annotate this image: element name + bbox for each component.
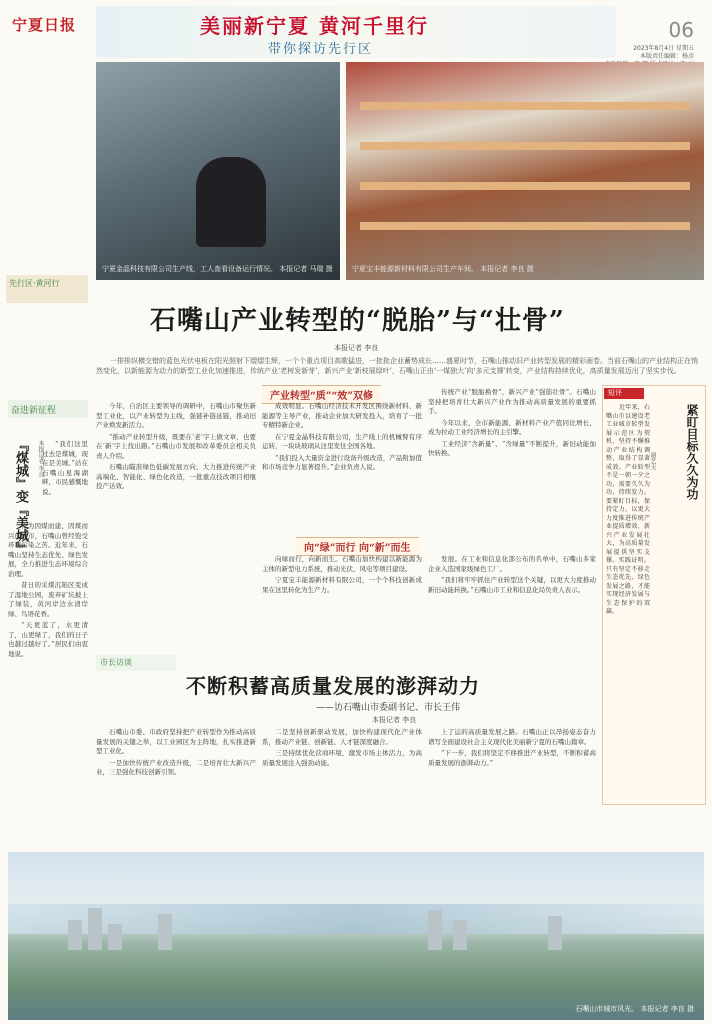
bottom-photo-caption: 石嘴山市城市风光。 本报记者 李良 摄 xyxy=(575,1005,694,1013)
paragraph: “我们将牢牢抓住产业转型这个关键，以更大力度推动新旧动能转换。”石嘴山市工业和信息化局负责人表示。 xyxy=(428,576,596,594)
shelf-row xyxy=(360,102,690,110)
paragraph: 三是持续优化营商环境，激发市场主体活力，为高质量发展注入强劲动能。 xyxy=(262,749,422,767)
building xyxy=(428,910,442,950)
subhead-transformation: 产业转型“质”“效”双修 xyxy=(262,385,381,404)
article-column xyxy=(262,555,422,650)
paragraph: 作为因煤而建、因煤而兴的城市，石嘴山曾经饱受环境污染之苦。近年来，石嘴山坚持生态优先、绿色发展，全力推进生态环境综合治理。 xyxy=(8,522,88,578)
commentary-tag: 短评 xyxy=(604,388,644,399)
paragraph: 今年以来，全市新能源、新材料产业产值同比增长，成为拉动工业经济增长的主引擎。 xyxy=(428,418,596,436)
left-story-byline: 本报记者 李良 xyxy=(37,440,44,478)
lead-paragraph: 一排排纵横交错的蓝色光伏电板在阳光照射下熠熠生辉，一个个重点项目高歌猛进，一批批企业蓄势成长……盛夏时节，石嘴山推动旧产业转型发展的精彩画卷。当前石嘴山的产业结构正在悄然变化，以新能源为动力的新型工业化加速推进，传统产业‘老树发新芽’，新兴产业‘新枝展绿叶’，石嘴山正由‘一煤独大’向‘多元支撑’转变，产业结构持续优化，高质量发展迈出了坚实步伐。 xyxy=(96,357,698,375)
interview-column xyxy=(262,728,422,846)
interview-column xyxy=(428,728,596,846)
paragraph: 上了运的高质量发展之路。石嘴山正以昂扬姿态奋力谱写全面建设社会主义现代化美丽新宁夏的石嘴山篇章。 xyxy=(428,728,596,746)
building xyxy=(453,920,467,950)
paragraph: “天更蓝了，水更清了，山更绿了，我们的日子也越过越好了。”居民们由衷地说。 xyxy=(8,621,88,658)
issue-date: 2023年8月4日 星期五 xyxy=(633,45,694,52)
article-column xyxy=(262,402,422,532)
city-skyline-photo xyxy=(8,852,704,1020)
paragraph: 宁夏宝丰能源新材料有限公司，一个个科技创新成果在这里转化为生产力。 xyxy=(262,576,422,594)
building xyxy=(88,908,102,950)
paragraph: 今年，自治区主要领导的调研中，石嘴山市聚焦新型工业化，以产业转型为主线，强链补链延链，推动旧产业焕发新活力。 xyxy=(96,402,256,429)
paragraph: 石嘴山瞄准绿色低碳发展方向，大力推进传统产业高端化、智能化、绿色化改造，一批重点技改项目相继投产达效。 xyxy=(96,463,256,490)
photo-caption-right: 宁夏宝丰能源新材料有限公司生产车间。 本报记者 李良 摄 xyxy=(352,265,534,273)
commentary-body xyxy=(606,404,650,799)
section-tag-label: 先行区·黄河行 xyxy=(9,279,60,288)
interview-subhead: ——访石嘴山市委副书记、市长王伟 xyxy=(316,703,461,713)
paragraph: “推动产业转型升级，既要在‘老’字上做文章，也要在‘新’字上找出路。”石嘴山市发展和改革委员会相关负责人介绍。 xyxy=(96,432,256,460)
paragraph: “我们投入大量资金进行设备升级改造，产品附加值和市场竞争力显著提升。”企业负责人说。 xyxy=(262,453,422,471)
commentary-author: 谢艺天 xyxy=(649,452,656,470)
page-header xyxy=(0,0,712,60)
article-column xyxy=(428,388,596,533)
worker-figure xyxy=(196,157,266,247)
shelf-row xyxy=(360,222,690,230)
banner-subtitle: 带你探访先行区 xyxy=(268,42,374,57)
shelf-row xyxy=(360,182,690,190)
subhead-green: 向“绿”而行 向“新”而生 xyxy=(296,537,419,556)
article-column xyxy=(96,402,256,647)
page-number: 06 xyxy=(668,18,694,42)
interview-headline: 不断积蓄高质量发展的澎湃动力 xyxy=(186,674,480,698)
paragraph: 一是加快传统产业改造升级，二是培育壮大新兴产业，三是强化科技创新引领。 xyxy=(96,758,256,776)
main-headline: 石嘴山产业转型的“脱胎”与“壮骨” xyxy=(150,306,565,336)
paragraph: 工业经济“含新量”、“含绿量”不断提升，新旧动能加快转换。 xyxy=(428,439,596,457)
interview-section-tag: 市长访谈 xyxy=(96,655,176,671)
building xyxy=(68,920,82,950)
paragraph: “我们这里过去是煤城，现在是美城。”站在石嘴山星海湖畔，市民感慨地说。 xyxy=(42,440,88,496)
paragraph: 昔日的采煤沉陷区变成了湿地公园，废弃矿坑披上了绿装，黄河岸边水清岸绿、鸟语花香。 xyxy=(8,581,88,618)
left-story-title: 『煤城』变『美城』 xyxy=(13,438,28,555)
shelf-row xyxy=(360,142,690,150)
newspaper-masthead: 宁夏日报 xyxy=(12,16,77,34)
production-line-photo xyxy=(346,62,704,280)
left-section-tag: 奋进新征程 xyxy=(8,400,88,418)
paragraph: 成效明显。石嘴山经济技术开发区围绕新材料、新能源等主导产业，推动企业加大研发投入，培育了一批专精特新企业。 xyxy=(262,402,422,429)
paragraph: 向绿而行，向新而生。石嘴山加快构建以新能源为主体的新型电力系统，推动光伏、风电等项目建设。 xyxy=(262,555,422,573)
desk-line: 本版责任编辑：杨彦 xyxy=(639,53,694,60)
section-tag xyxy=(6,275,88,303)
paragraph: 石嘴山市委、市政府坚持把产业转型作为推动高质量发展的关键之举，以工业园区为主阵地，扎实推进新型工业化。 xyxy=(96,728,256,755)
paragraph: 在宁夏金晶科技有限公司，生产线上的机械臂有序运转，一块块玻璃从这里发往全国各地。 xyxy=(262,432,422,450)
photo-caption-left: 宁夏金晶科技有限公司生产线，工人查看设备运行情况。 本报记者 马瑞 摄 xyxy=(102,265,333,273)
building xyxy=(108,924,122,950)
interview-byline: 本报记者 李良 xyxy=(372,716,417,724)
paragraph: “下一步，我们将坚定不移推进产业转型，不断积蓄高质量发展的澎湃动力。” xyxy=(428,749,596,767)
interview-column xyxy=(96,728,256,846)
building xyxy=(158,914,172,950)
building xyxy=(548,916,562,950)
paragraph: 发展。在工业和信息化部公布的名单中，石嘴山多家企业入选国家级绿色工厂。 xyxy=(428,555,596,573)
paragraph: 近年来，石嘴山市以建设老工业城市转型发展示范区为契机，坚持不懈推动产业结构调整，取得了显著成效。产业转型不是一朝一夕之功，需要久久为功、持续发力。要紧盯目标，保持定力，以更大力度推进传统产业提质增效、新兴产业发展壮大，为高质量发展提供坚实支撑。实践证明，只有坚定不移走生态优先、绿色发展之路，才能实现经济发展与生态保护的双赢。 xyxy=(606,404,650,615)
article-column xyxy=(428,555,596,650)
paragraph: 二是坚持创新驱动发展，加快构建现代化产业体系，推动产业链、创新链、人才链深度融合。 xyxy=(262,728,422,746)
commentary-title: 紧盯目标久久为功 xyxy=(685,404,699,500)
factory-worker-photo xyxy=(96,62,340,280)
paragraph: 传统产业“脱胎换骨”，新兴产业“强筋壮骨”。石嘴山坚持把培育壮大新兴产业作为推动高质量发展的重要抓手。 xyxy=(428,388,596,415)
banner-title: 美丽新宁夏 黄河千里行 xyxy=(200,14,429,38)
left-story-intro xyxy=(42,440,88,520)
main-byline: 本报记者 李良 xyxy=(334,344,379,352)
top-photos xyxy=(96,62,704,280)
